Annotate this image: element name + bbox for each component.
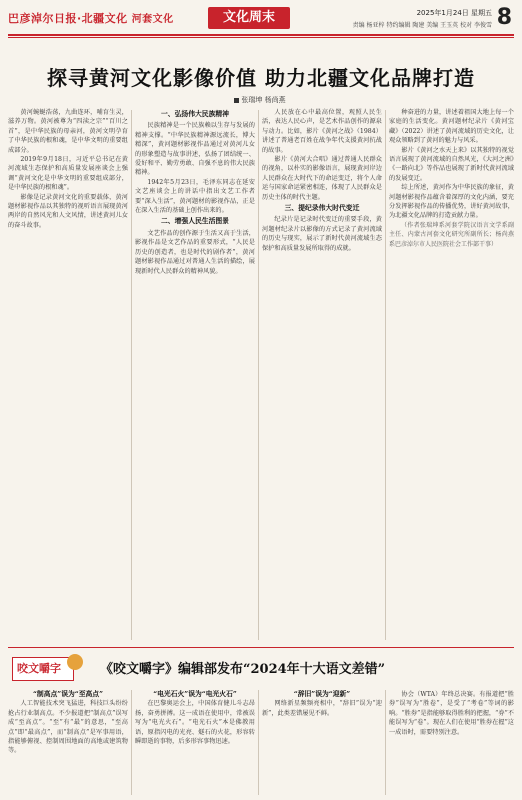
byline-square-icon xyxy=(234,98,239,103)
paragraph: 影片《黄河之水天上来》以其独特的视觉语言展现了黄河流域的自然风光，《大河之洲》《一路向北》等作品也展现了新时代黄河流域的发展变迁。 xyxy=(389,146,514,182)
paragraph: 民族精神是一个民族赖以生存与发展的精神支撑。“中华民族精神源远流长，博大精深”，黄河题材影视作品通过对黄河儿女的形象塑造与故事讲述，弘扬了团结统一、爱好和平、勤劳勇敢、自强不息的伟大民族精神。 xyxy=(135,122,255,177)
column-divider xyxy=(258,690,259,795)
section-heading: 三、提纪录伟大时代变迁 xyxy=(284,204,360,213)
article-column-2 xyxy=(135,108,255,643)
subheading: “电光石火”误为“电光火石” xyxy=(153,690,237,698)
paragraph: 黄河蜿蜒浩荡，九曲连环，哺育生灵，滋养万物。黄河被尊为“四渎之宗”“百川之首”，是中华民族的母亲河，黄河文明孕育了中华民族的根和魂，是中华文明的重要组成部分。 xyxy=(8,109,128,154)
subheading: “制高点”误为“至高点” xyxy=(32,690,103,698)
column-badge-label: 咬文嚼字 xyxy=(17,662,61,675)
lower-column-1 xyxy=(8,690,128,796)
masthead-rule-thin xyxy=(8,37,514,38)
section-heading: 二、增强人民生活图景 xyxy=(161,217,229,226)
article-column-3 xyxy=(262,108,382,643)
column-badge xyxy=(12,657,74,681)
column-divider xyxy=(131,690,132,795)
paragraph: 1942年5月23日，毛泽东同志在延安文艺座谈会上的讲话中指出文艺工作者要“深入生活”，黄河题材的影视作品，正是在深入生活的基础上创作出来的。 xyxy=(135,178,255,215)
masthead xyxy=(8,6,514,34)
column-divider xyxy=(385,690,386,795)
brand-name: 巴彦淖尔日报·北疆文化 xyxy=(8,12,128,25)
paragraph: 种奋进的力量，讲述着祖国大地上每一个家庭的生活变化。黄河题材纪录片《黄河宝藏》（2022）讲述了黄河流域的历史文化，让观众领略到了黄河的魅力与风采。 xyxy=(389,109,514,145)
editor-credits: 责编 杨亚梓 特约编辑 陶建 美编 王玉英 校对 李俊雪 xyxy=(352,22,492,29)
issue-date: 2025年1月24日 星期五 xyxy=(416,9,492,17)
section-heading: 一、弘扬伟大民族精神 xyxy=(161,110,229,118)
article-column-1 xyxy=(8,108,128,643)
paragraph: 影像是记录黄河文化的重要载体，黄河题材影视作品以其独特的视听语言展现黄河两岸的自然风光和人文风情，讲述黄河儿女的奋斗故事。 xyxy=(8,193,128,229)
column-divider xyxy=(131,110,132,640)
paragraph: 文艺作品的创作源于生活又高于生活，影视作品是文艺作品的重要形式，“人民是历史的创造者，也是时代的剧作者”，黄河题材影视作品通过对普通人生活的描绘，展现新时代人民群众的精神风貌。 xyxy=(135,229,255,275)
paragraph: 纪录片是记录时代变迁的重要手段，黄河题材纪录片以影像的方式记录了黄河流域的历史与现实，展示了新时代黄河流域生态保护和高质量发展所取得的成就。 xyxy=(262,216,382,252)
lower-headline: 《咬文嚼字》编辑部发布“2024年十大语文差错” xyxy=(100,662,386,677)
paragraph: 人工智能技术突飞猛进，科技巨头纷纷抢占行业制高点。不少报道把“制高点”误写成“至高点”。“至”有“最”的意思，“至高点”即“最高点”，而“制高点”是军事用语，指能够俯视、控制周围地面的高地或建筑物等。 xyxy=(8,700,128,755)
paragraph: 人民放在心中最高位置，观照人民生活，表达人民心声，是艺术作品创作的源泉与动力。比如，影片《黄河之战》（1984）讲述了普通老百姓在战争年代支援黄河抗战的故事。 xyxy=(262,109,382,154)
section-badge: 文化周末 xyxy=(208,7,290,29)
lower-column-3 xyxy=(262,690,382,796)
page-number: 8 xyxy=(496,5,512,30)
lower-column-2 xyxy=(135,690,255,796)
column-divider xyxy=(258,110,259,640)
column-divider xyxy=(385,110,386,640)
magnifier-icon xyxy=(67,654,83,670)
lower-column-4 xyxy=(389,690,514,796)
paragraph: 在巴黎奥运会上，中国体育健儿斗志昂扬，奋勇拼搏。这一成语在使用中，常被误写为“电光火石”。“电光石火”本是佛教用语，原指闪电的光亮、燧石的火花，形容转瞬即逝的事物，后多形容事物迅速。 xyxy=(135,700,255,746)
article-column-4 xyxy=(389,108,514,643)
subheading: “辞旧”误为“迎新” xyxy=(293,690,351,698)
byline-text: 张瑞坤 杨尚燕 xyxy=(241,96,286,104)
masthead-rule xyxy=(8,34,514,36)
article-headline: 探寻黄河文化影像价值 助力北疆文化品牌打造 xyxy=(47,66,475,90)
newspaper-brand xyxy=(8,10,174,26)
article-byline xyxy=(200,95,320,105)
paragraph: 协会（WTA）年终总决赛。有报道把“胜券”误写为“胜卷”，是受了“考卷”等词的影响。“胜券”是指能够取得胜利的把握，“券”不能误写为“卷”。现在人们在使用“胜券在握”这一成语时，需要特别注意。 xyxy=(389,691,514,736)
section-name: 河套文化 xyxy=(131,14,174,25)
paragraph: 影片《黄河大合唱》通过普通人民群众的视角，以朴实的影像语言，展现黄河岸边人民群众在大时代下的命运变迁，将个人命运与国家命运紧密相连，体现了人民群众是历史主体的时代主题。 xyxy=(262,156,382,201)
paragraph: 网络新星频频亮相中，“辞旧”误为“迎新”，此类差错屡见不鲜。 xyxy=(262,700,382,717)
paragraph: 2019年9月18日，习近平总书记在黄河流域生态保护和高质量发展座谈会上强调“黄河文化是中华文明的重要组成部分，是中华民族的根和魂”。 xyxy=(8,156,128,192)
author-credit: （作者张瑞坤系河套学院汉语言文学系副主任、内蒙古河套文化研究所副所长；杨尚燕系巴彦淖尔市人民医院社会工作部干事） xyxy=(389,221,514,248)
paragraph: 综上所述，黄河作为中华民族的象征，黄河题材影视作品蕴含着深厚的文化内涵，要充分发挥影视作品的传播优势，讲好黄河故事，为北疆文化品牌的打造贡献力量。 xyxy=(389,184,514,220)
